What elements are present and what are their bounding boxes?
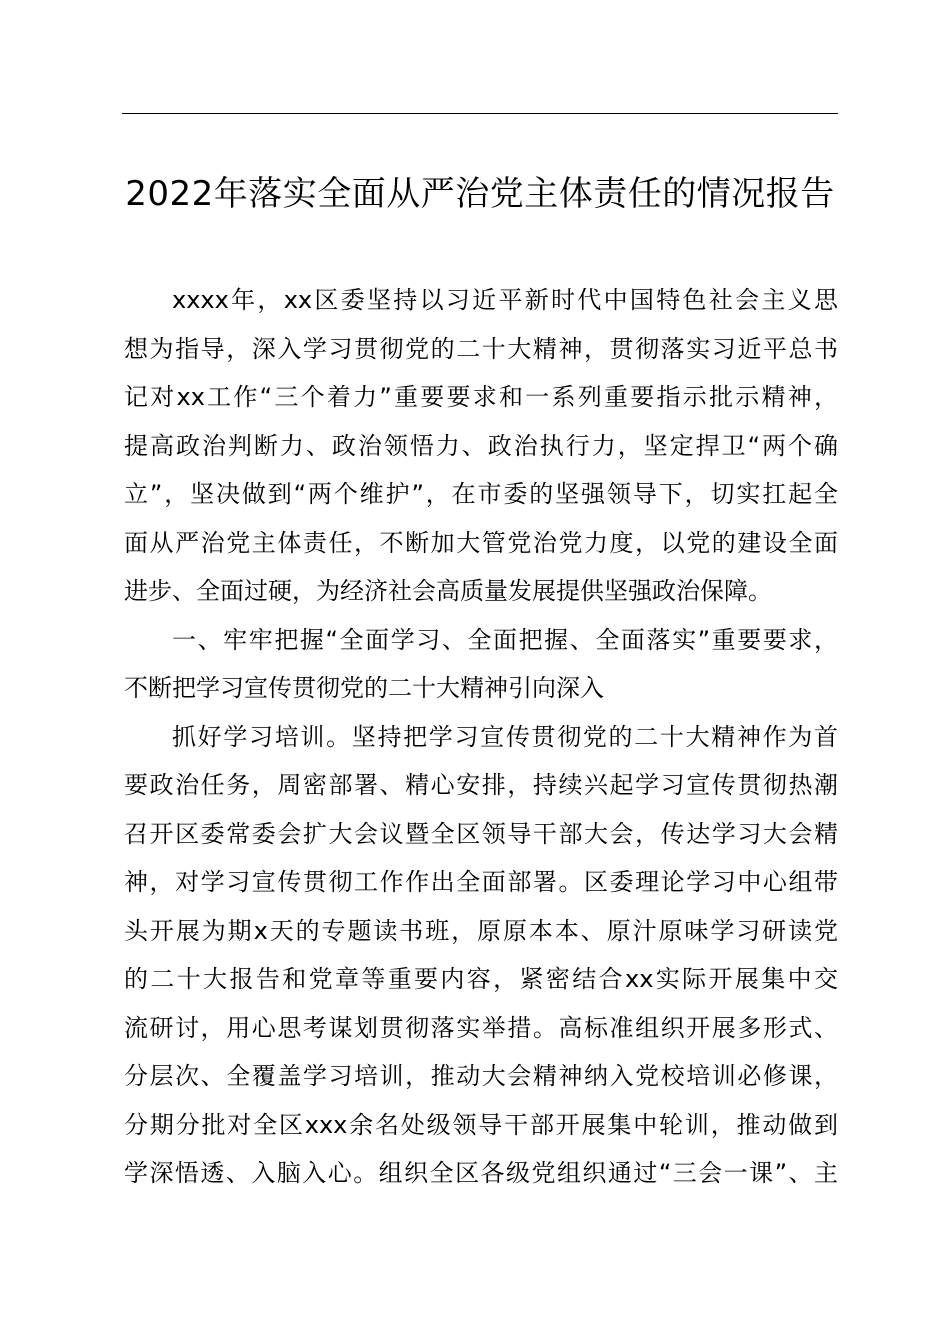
body-line: 想为指导，深入学习贯彻党的二十大精神，贯彻落实习近平总书 — [124, 334, 838, 363]
body-line: 学深悟透、入脑入心。组织全区各级党组织通过“三会一课”、主 — [124, 1159, 838, 1187]
body-line: 记对xx工作“三个着力”重要要求和一系列重要指示批示精神， — [124, 383, 838, 411]
document-body — [124, 276, 838, 1198]
body-line: 分期分批对全区xxx余名处级领导干部开展集中轮训，推动做到 — [124, 1110, 838, 1139]
body-line: 召开区委常委会扩大会议暨全区领导干部大会，传达学习大会精 — [124, 819, 838, 848]
document-title: 2022年落实全面从严治党主体责任的情况报告 — [125, 174, 835, 214]
section-heading-line: 一、牢牢把握“全面学习、全面把握、全面落实”重要要求， — [172, 625, 838, 654]
body-line: 立”，坚决做到“两个维护”，在市委的坚强领导下，切实扛起全 — [124, 480, 838, 508]
body-line: 抓好学习培训。坚持把学习宣传贯彻党的二十大精神作为首 — [172, 722, 838, 751]
body-line: 要政治任务，周密部署、精心安排，持续兴起学习宣传贯彻热潮 — [124, 771, 838, 799]
body-line: xxxx年，xx区委坚持以习近平新时代中国特色社会主义思 — [172, 286, 838, 314]
body-line: 进步、全面过硬，为经济社会高质量发展提供坚强政治保障。 — [124, 577, 772, 605]
header-rule — [122, 113, 838, 114]
body-line: 提高政治判断力、政治领悟力、政治执行力，坚定捍卫“两个确 — [124, 431, 838, 460]
body-line: 头开展为期x天的专题读书班，原原本本、原汁原味学习研读党 — [124, 916, 838, 945]
section-heading-line: 不断把学习宣传贯彻党的二十大精神引向深入 — [124, 674, 604, 702]
body-line: 的二十大报告和党章等重要内容，紧密结合xx实际开展集中交 — [124, 965, 838, 993]
body-line: 分层次、全覆盖学习培训，推动大会精神纳入党校培训必修课， — [124, 1062, 838, 1090]
body-line: 流研讨，用心思考谋划贯彻落实举措。高标准组织开展多形式、 — [124, 1013, 838, 1042]
body-line: 面从严治党主体责任，不断加大管党治党力度，以党的建设全面 — [124, 528, 838, 557]
body-line: 神，对学习宣传贯彻工作作出全面部署。区委理论学习中心组带 — [124, 868, 838, 896]
